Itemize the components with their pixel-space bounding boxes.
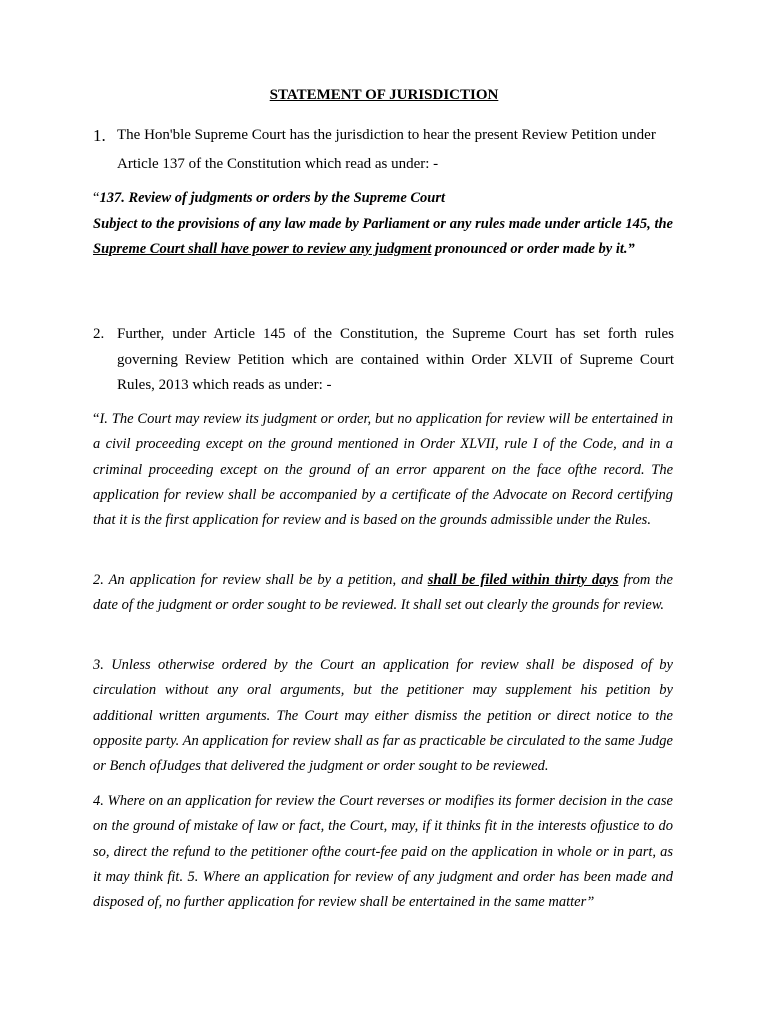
rule-text: I. The Court may review its judgment or order, but no application for review will be entertained in a civil proceeding except on the ground mentioned in Order XLVII, rule I of the Code, and in a criminal proceeding except on the ground of an error apparent on the face ofthe record. The application for review shall be accompanied by a certificate of the Advocate on Record certifying that it is the first application for review and is based on the grounds admissible under the Rules. <box>93 411 673 529</box>
rule-emphasis: shall be filed within thirty days <box>427 572 619 588</box>
rule-3 <box>93 653 673 779</box>
quote-text: Subject to the provisions of any law made by Parliament or any rules made under article 145, the <box>93 215 673 232</box>
quote-text-end: pronounced or order made by it.” <box>431 241 635 257</box>
quote-underlined-text: Supreme Court shall have power to review any judgment <box>93 241 432 257</box>
page-title: STATEMENT OF JURISDICTION <box>269 87 499 103</box>
paragraph-text: The Hon'ble Supreme Court has the jurisdiction to hear the present Review Petition under Article 137 of the Constitution which read as under: - <box>117 127 656 172</box>
rule-text: 4. Where on an application for review the Court reverses or modifies its former decision in the case on the ground of mistake of law or fact, the Court, may, if it thinks fit in the interests ofjustice to do so, direct the refund to the petitioner ofthe court-fee paid on the application in whole or in part, as it may think fit. 5. Where an application for review of any judgment and order has been made and disposed of, no further application for review shall be entertained in the same matter” <box>93 793 673 911</box>
rule-2 <box>93 568 673 619</box>
article-137-quote <box>93 186 673 263</box>
paragraph-number: 2. <box>93 326 105 342</box>
paragraph-2 <box>93 322 674 399</box>
rule-text: 2. An application for review shall be by a petition, and <box>93 572 428 588</box>
paragraph-1 <box>93 121 677 179</box>
quote-heading: 137. Review of judgments or orders by the Supreme Court <box>99 190 446 206</box>
rule-text: 3. Unless otherwise ordered by the Court an application for review shall be disposed of by circulation without any oral arguments, but the petitioner may supplement his petition by additional written arguments. The Court may either dismiss the petition or direct notice to the opposite party. An application for review shall as far as practicable be circulated to the same Judge or Bench ofJudges that delivered the judgment or order sought to be reviewed. <box>93 657 673 775</box>
rule-open-mark: “ <box>93 411 100 427</box>
paragraph-number: 1. <box>93 126 106 145</box>
paragraph-text: Further, under Article 145 of the Constitution, the Supreme Court has set forth rules governing Review Petition which are contained within Order XLVII of Supreme Court Rules, 2013 which reads as under: - <box>117 326 674 393</box>
quote-open-mark: “ <box>93 190 100 206</box>
rule-4 <box>93 789 673 915</box>
rule-1 <box>93 407 673 533</box>
rule-text-end: from the date of the judgment or order sought to be reviewed. It shall set out clearly the grounds for review. <box>93 572 673 614</box>
